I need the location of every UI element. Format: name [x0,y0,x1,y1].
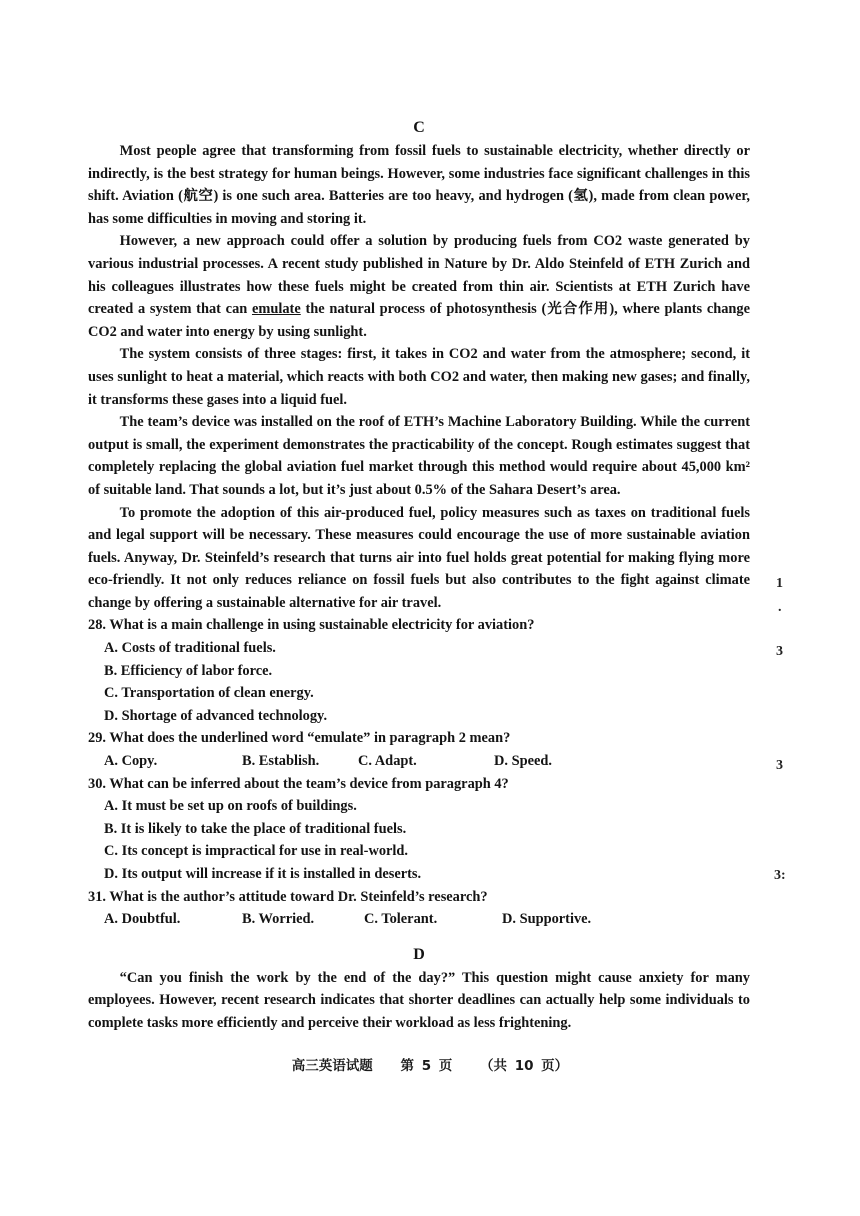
question-28-stem: 28. What is a main challenge in using sustainable electricity for aviation? [88,617,535,634]
question-28-option-a: A. Costs of traditional fuels. [104,640,276,657]
question-30-option-c: C. Its concept is impractical for use in real-world. [104,843,409,860]
section-c-paragraph-1: Most people agree that transforming from fossil fuels to sustainable electricity, whether directly or indirectly, is the best strategy for human beings. However, some industries face significant challenges in this shift. Aviation (航空) is one such area. Batteries are too heavy, and hydrogen (氢), made from clean power, has some difficulties in moving and storing it. [88,143,750,227]
paragraph-2-text-before: However, a new approach could offer a solution by producing fuels from CO2 waste generated by various industrial processes. A recent study published in Nature by Dr. Aldo Steinfeld of ETH Zurich and his colleagues illustrates how these fuels might be created from thin air. Scientists at ETH Zurich have created a system that can [88,233,750,318]
section-d [88,943,750,1035]
question-30-stem: 30. What can be inferred about the team’s device from paragraph 4? [88,775,509,792]
section-d-paragraph-1: “Can you finish the work by the end of the day?” This question might cause anxiety for many employees. However, recent research indicates that shorter deadlines can actually help some individuals to complete tasks more efficiently and perceive their workload as less frightening. [88,969,750,1031]
footer-total-pages: （共 10 页） [480,1058,569,1074]
question-29-option-c: C. Adapt. [358,753,417,770]
question-31-options [88,908,750,931]
question-29-option-a: A. Copy. [104,753,158,770]
question-30 [88,773,750,886]
section-c-paragraph-2 [88,230,750,343]
margin-mark-5: 3: [774,868,786,883]
question-29-options [88,750,750,773]
footer-page-number: 第 5 页 [400,1058,453,1074]
margin-mark-4: 3 [776,758,783,773]
section-c-paragraph-5: To promote the adoption of this air-produced fuel, policy measures such as taxes on traditional fuels and legal support will be necessary. These measures could encourage the use of more sustainable aviation fuels. Anyway, Dr. Steinfeld’s research that turns air into fuel holds great potential for making flying more eco-friendly. It not only reduces reliance on fossil fuels but also contributes to the fight against climate change by offering a sustainable alternative for air travel. [88,504,750,611]
section-d-heading: D [413,945,425,963]
section-c-paragraph-3: The system consists of three stages: first, it takes in CO2 and water from the atmosphere; second, it uses sunlight to heat a material, which reacts with both CO2 and water, then making new gases; and finally, it transforms these gases into a liquid fuel. [88,346,750,408]
margin-mark-1: 1 [776,576,783,591]
question-28 [88,614,750,727]
section-c-heading: C [413,119,425,136]
question-29-stem: 29. What does the underlined word “emulate” in paragraph 2 mean? [88,730,511,747]
question-29 [88,727,750,772]
margin-mark-2: . [778,600,782,615]
question-28-option-c: C. Transportation of clean energy. [104,685,314,702]
question-31 [88,886,750,931]
margin-mark-3: 3 [776,644,783,659]
question-31-option-a: A. Doubtful. [104,911,181,928]
section-c-paragraph-4: The team’s device was installed on the roof of ETH’s Machine Laboratory Building. While the current output is small, the experiment demonstrates the practicability of the concept. Rough estimates suggest that completely replacing the global aviation fuel market through this method would require about 45,000 km² of suitable land. That sounds a lot, but it’s just about 0.5% of the Sahara Desert’s area. [88,414,750,498]
question-29-option-b: B. Establish. [242,753,320,770]
page-footer [0,1054,860,1074]
question-30-option-d: D. Its output will increase if it is installed in deserts. [104,866,422,882]
question-31-option-b: B. Worried. [242,911,315,928]
question-28-option-b: B. Efficiency of labor force. [104,662,273,679]
question-29-option-d: D. Speed. [494,753,552,770]
underlined-word-emulate: emulate [251,301,301,318]
question-31-option-c: C. Tolerant. [364,911,438,928]
question-30-option-b: B. It is likely to take the place of traditional fuels. [104,820,407,837]
question-30-option-a: A. It must be set up on roofs of buildings. [104,798,357,815]
question-28-option-d: D. Shortage of advanced technology. [104,707,328,724]
footer-subject: 高三英语试题 [291,1058,373,1074]
question-31-option-d: D. Supportive. [502,911,592,928]
question-31-stem: 31. What is the author’s attitude toward Dr. Steinfeld’s research? [88,888,488,905]
paragraph-2-text-after: the natural process of photosynthesis (光合作用), where plants change CO2 and water into energy by using sunlight. [88,301,750,340]
page-content [88,116,750,1035]
